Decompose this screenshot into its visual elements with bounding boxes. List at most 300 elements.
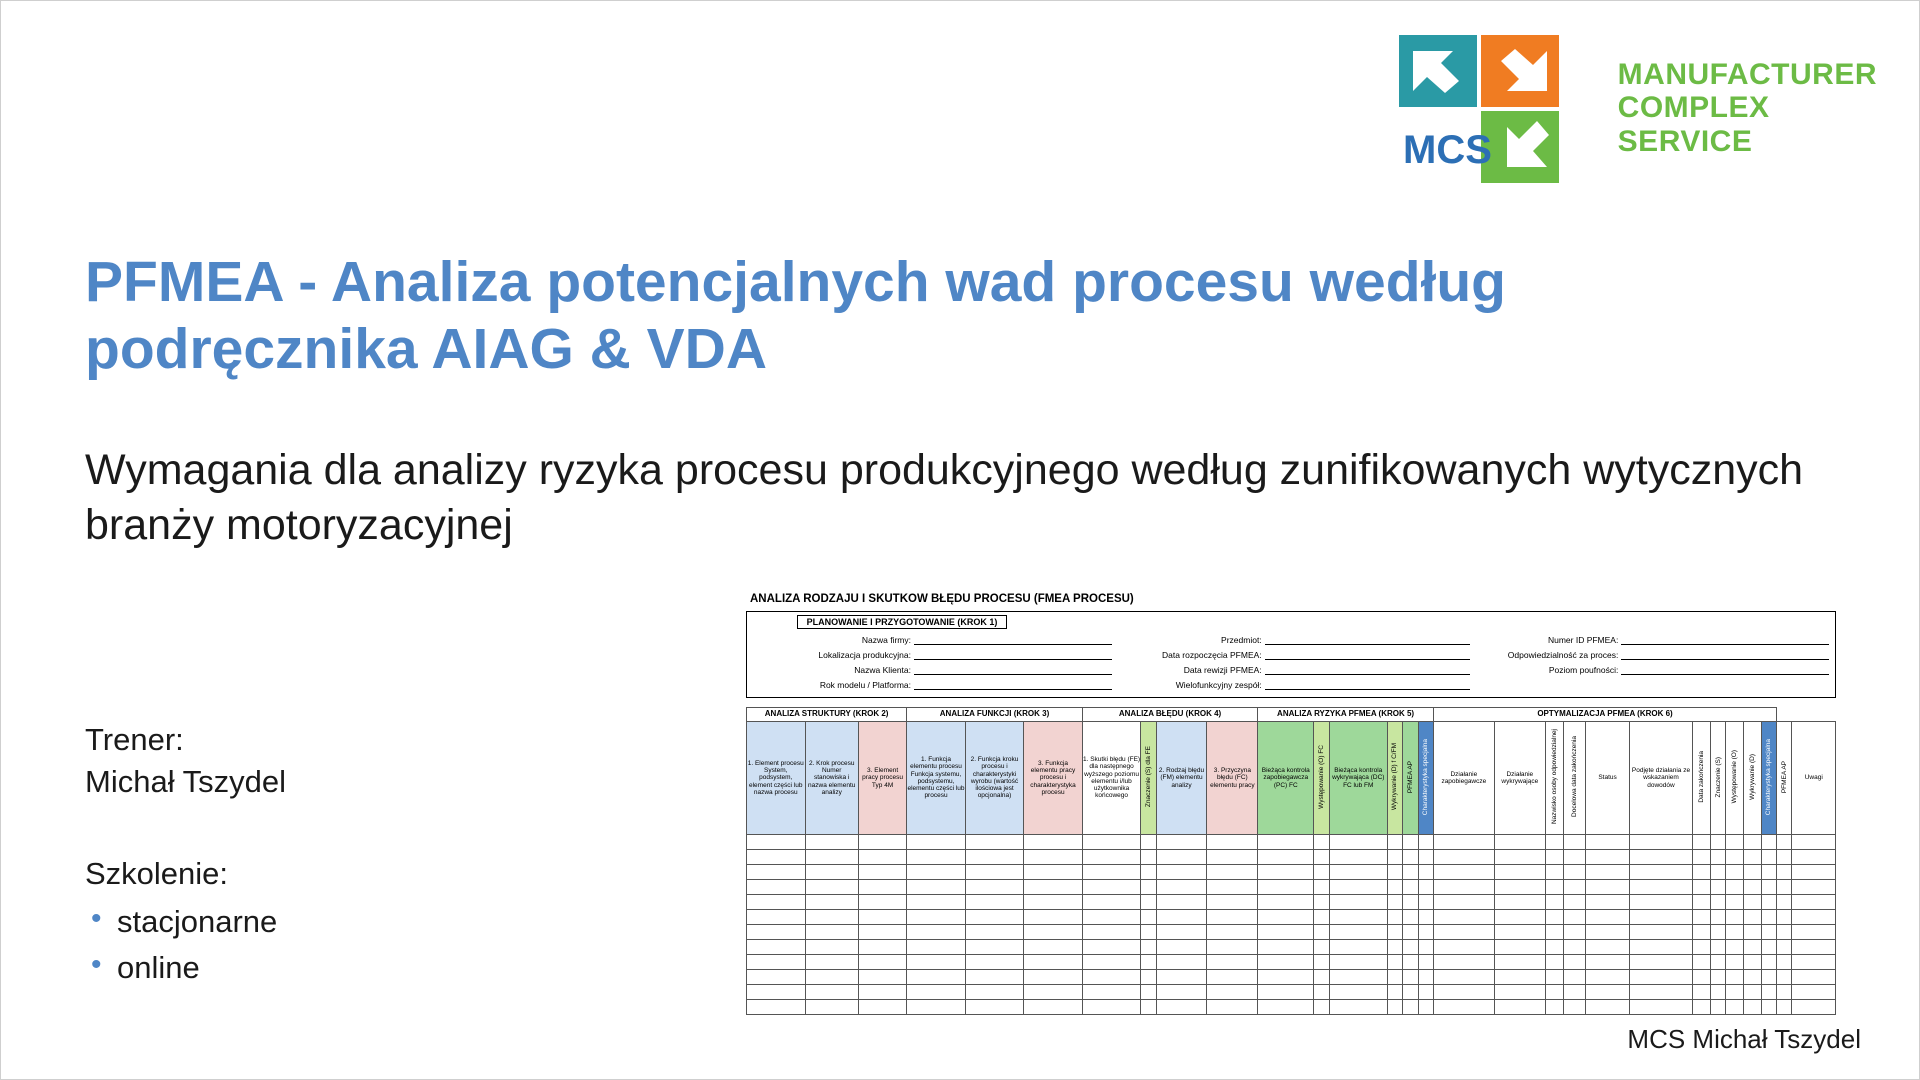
table-cell[interactable] [805,969,858,984]
table-cell[interactable] [858,894,906,909]
table-cell[interactable] [805,939,858,954]
table-cell[interactable] [747,924,806,939]
table-cell[interactable] [1258,864,1314,879]
table-cell[interactable] [1388,969,1403,984]
table-cell[interactable] [1761,864,1776,879]
table-cell[interactable] [907,999,966,1014]
table-cell[interactable] [1744,834,1762,849]
field-line[interactable] [914,648,1112,660]
table-cell[interactable] [965,864,1024,879]
table-cell[interactable] [1082,939,1141,954]
table-cell[interactable] [1545,999,1563,1014]
table-cell[interactable] [1693,924,1711,939]
table-cell[interactable] [1024,834,1083,849]
table-cell[interactable] [1693,999,1711,1014]
table-cell[interactable] [1314,834,1329,849]
table-cell[interactable] [1024,924,1083,939]
table-cell[interactable] [1744,909,1762,924]
table-cell[interactable] [907,894,966,909]
table-cell[interactable] [1388,954,1403,969]
table-cell[interactable] [1693,984,1711,999]
table-cell[interactable] [1792,939,1836,954]
table-cell[interactable] [1744,999,1762,1014]
table-cell[interactable] [1258,849,1314,864]
table-cell[interactable] [1711,969,1726,984]
table-cell[interactable] [1082,894,1141,909]
table-cell[interactable] [1433,939,1494,954]
table-cell[interactable] [1792,864,1836,879]
table-cell[interactable] [1141,984,1156,999]
field-line[interactable] [914,663,1112,675]
table-cell[interactable] [1141,999,1156,1014]
table-cell[interactable] [1082,924,1141,939]
table-cell[interactable] [1744,864,1762,879]
table-cell[interactable] [1433,999,1494,1014]
table-cell[interactable] [1777,924,1792,939]
table-cell[interactable] [1777,849,1792,864]
table-cell[interactable] [907,969,966,984]
table-cell[interactable] [1711,894,1726,909]
table-cell[interactable] [747,984,806,999]
table-cell[interactable] [1418,984,1433,999]
table-cell[interactable] [1494,849,1545,864]
table-cell[interactable] [1403,849,1418,864]
table-cell[interactable] [1711,954,1726,969]
table-cell[interactable] [1792,954,1836,969]
table-cell[interactable] [747,894,806,909]
table-cell[interactable] [1314,849,1329,864]
table-cell[interactable] [1744,984,1762,999]
table-cell[interactable] [1726,834,1744,849]
table-cell[interactable] [1207,939,1258,954]
field-line[interactable] [1621,633,1829,645]
table-cell[interactable] [1761,849,1776,864]
table-cell[interactable] [1726,999,1744,1014]
table-cell[interactable] [1792,894,1836,909]
table-cell[interactable] [1156,999,1207,1014]
table-cell[interactable] [1314,894,1329,909]
table-cell[interactable] [1314,984,1329,999]
table-cell[interactable] [1329,864,1388,879]
table-cell[interactable] [1403,924,1418,939]
table-cell[interactable] [1207,999,1258,1014]
table-cell[interactable] [1563,894,1586,909]
table-row[interactable] [747,894,1836,909]
table-cell[interactable] [1761,834,1776,849]
table-cell[interactable] [1329,849,1388,864]
table-cell[interactable] [1207,879,1258,894]
table-cell[interactable] [747,909,806,924]
table-cell[interactable] [1777,969,1792,984]
table-cell[interactable] [858,954,906,969]
table-cell[interactable] [1314,879,1329,894]
table-cell[interactable] [1693,849,1711,864]
table-cell[interactable] [1761,999,1776,1014]
table-cell[interactable] [1258,984,1314,999]
table-cell[interactable] [1761,894,1776,909]
table-cell[interactable] [1792,879,1836,894]
table-cell[interactable] [907,939,966,954]
table-cell[interactable] [1141,909,1156,924]
table-cell[interactable] [1726,909,1744,924]
table-cell[interactable] [1693,939,1711,954]
table-cell[interactable] [1403,909,1418,924]
table-cell[interactable] [1388,879,1403,894]
table-cell[interactable] [1418,924,1433,939]
table-cell[interactable] [1726,954,1744,969]
table-cell[interactable] [1258,879,1314,894]
table-cell[interactable] [1141,879,1156,894]
table-cell[interactable] [1629,924,1693,939]
table-cell[interactable] [1494,864,1545,879]
table-cell[interactable] [747,954,806,969]
table-cell[interactable] [1545,969,1563,984]
table-cell[interactable] [1586,834,1629,849]
table-cell[interactable] [1761,924,1776,939]
table-cell[interactable] [1024,864,1083,879]
table-cell[interactable] [1711,924,1726,939]
table-cell[interactable] [965,999,1024,1014]
table-cell[interactable] [805,909,858,924]
table-cell[interactable] [1314,924,1329,939]
table-cell[interactable] [1258,954,1314,969]
table-cell[interactable] [1314,999,1329,1014]
table-cell[interactable] [1744,849,1762,864]
table-cell[interactable] [805,924,858,939]
table-cell[interactable] [1629,849,1693,864]
table-cell[interactable] [1156,954,1207,969]
table-cell[interactable] [1141,834,1156,849]
table-cell[interactable] [1586,969,1629,984]
table-cell[interactable] [1141,954,1156,969]
table-cell[interactable] [1494,909,1545,924]
table-cell[interactable] [1792,984,1836,999]
table-cell[interactable] [1693,879,1711,894]
table-cell[interactable] [747,969,806,984]
table-cell[interactable] [1744,954,1762,969]
table-cell[interactable] [1586,954,1629,969]
table-cell[interactable] [1494,939,1545,954]
table-cell[interactable] [1563,834,1586,849]
table-cell[interactable] [1418,999,1433,1014]
table-cell[interactable] [1156,834,1207,849]
table-cell[interactable] [1433,969,1494,984]
table-cell[interactable] [1207,894,1258,909]
table-cell[interactable] [1141,864,1156,879]
table-cell[interactable] [805,954,858,969]
table-cell[interactable] [1418,894,1433,909]
table-cell[interactable] [1693,909,1711,924]
table-cell[interactable] [1761,879,1776,894]
table-cell[interactable] [1629,834,1693,849]
table-cell[interactable] [1388,939,1403,954]
table-cell[interactable] [1433,894,1494,909]
field-line[interactable] [1621,663,1829,675]
table-cell[interactable] [1418,954,1433,969]
table-cell[interactable] [1082,849,1141,864]
table-cell[interactable] [1563,864,1586,879]
table-row[interactable] [747,969,1836,984]
table-cell[interactable] [1777,894,1792,909]
field-line[interactable] [914,678,1112,690]
table-cell[interactable] [858,999,906,1014]
table-cell[interactable] [1563,909,1586,924]
table-cell[interactable] [1403,894,1418,909]
table-cell[interactable] [1156,939,1207,954]
table-cell[interactable] [1418,939,1433,954]
table-cell[interactable] [1744,969,1762,984]
table-cell[interactable] [1024,939,1083,954]
table-row[interactable] [747,834,1836,849]
table-cell[interactable] [1777,879,1792,894]
table-cell[interactable] [1329,984,1388,999]
table-cell[interactable] [1329,999,1388,1014]
table-row[interactable] [747,984,1836,999]
table-cell[interactable] [1329,879,1388,894]
table-cell[interactable] [1388,924,1403,939]
table-cell[interactable] [1726,849,1744,864]
table-cell[interactable] [1777,954,1792,969]
table-cell[interactable] [907,849,966,864]
table-cell[interactable] [1629,969,1693,984]
table-cell[interactable] [1156,909,1207,924]
table-cell[interactable] [1494,999,1545,1014]
table-row[interactable] [747,924,1836,939]
table-cell[interactable] [1792,834,1836,849]
table-cell[interactable] [1711,939,1726,954]
table-cell[interactable] [1744,879,1762,894]
table-cell[interactable] [1141,939,1156,954]
table-cell[interactable] [1586,849,1629,864]
table-cell[interactable] [1586,924,1629,939]
table-cell[interactable] [1082,864,1141,879]
table-cell[interactable] [1258,969,1314,984]
table-cell[interactable] [1563,879,1586,894]
table-cell[interactable] [1314,864,1329,879]
table-cell[interactable] [1761,939,1776,954]
table-cell[interactable] [965,954,1024,969]
table-cell[interactable] [1403,864,1418,879]
table-cell[interactable] [1777,864,1792,879]
table-cell[interactable] [1418,969,1433,984]
table-cell[interactable] [907,984,966,999]
table-cell[interactable] [1494,954,1545,969]
table-cell[interactable] [1545,939,1563,954]
table-cell[interactable] [1433,834,1494,849]
table-cell[interactable] [1024,894,1083,909]
table-row[interactable] [747,999,1836,1014]
table-cell[interactable] [858,864,906,879]
table-cell[interactable] [1726,969,1744,984]
table-cell[interactable] [747,864,806,879]
table-cell[interactable] [1141,924,1156,939]
table-cell[interactable] [965,924,1024,939]
table-cell[interactable] [1777,939,1792,954]
table-cell[interactable] [805,879,858,894]
table-cell[interactable] [1207,969,1258,984]
field-line[interactable] [1265,678,1471,690]
table-cell[interactable] [747,999,806,1014]
table-cell[interactable] [1433,954,1494,969]
table-cell[interactable] [1792,924,1836,939]
table-cell[interactable] [1563,999,1586,1014]
table-cell[interactable] [1024,999,1083,1014]
table-cell[interactable] [805,834,858,849]
table-cell[interactable] [1207,984,1258,999]
table-cell[interactable] [1141,894,1156,909]
table-row[interactable] [747,864,1836,879]
table-cell[interactable] [1693,864,1711,879]
table-cell[interactable] [1082,954,1141,969]
table-cell[interactable] [1792,849,1836,864]
table-cell[interactable] [1433,849,1494,864]
table-cell[interactable] [1433,984,1494,999]
table-cell[interactable] [1586,939,1629,954]
table-cell[interactable] [907,924,966,939]
table-cell[interactable] [1629,909,1693,924]
table-cell[interactable] [1388,849,1403,864]
table-cell[interactable] [1403,999,1418,1014]
table-cell[interactable] [1761,909,1776,924]
table-cell[interactable] [1258,894,1314,909]
table-cell[interactable] [1693,954,1711,969]
table-cell[interactable] [858,909,906,924]
table-cell[interactable] [1563,954,1586,969]
table-cell[interactable] [1024,984,1083,999]
table-cell[interactable] [965,909,1024,924]
table-cell[interactable] [1207,954,1258,969]
table-cell[interactable] [1629,894,1693,909]
table-cell[interactable] [1711,879,1726,894]
table-cell[interactable] [907,864,966,879]
table-cell[interactable] [1629,939,1693,954]
table-cell[interactable] [858,924,906,939]
table-cell[interactable] [1726,879,1744,894]
table-cell[interactable] [1777,984,1792,999]
table-cell[interactable] [1207,909,1258,924]
field-line[interactable] [1265,648,1471,660]
table-cell[interactable] [1545,984,1563,999]
table-cell[interactable] [1207,864,1258,879]
table-cell[interactable] [1545,924,1563,939]
table-cell[interactable] [1777,999,1792,1014]
table-cell[interactable] [1433,864,1494,879]
table-cell[interactable] [1711,999,1726,1014]
table-cell[interactable] [1777,834,1792,849]
table-cell[interactable] [1545,864,1563,879]
table-cell[interactable] [1314,909,1329,924]
table-cell[interactable] [907,909,966,924]
table-row[interactable] [747,954,1836,969]
table-cell[interactable] [1388,999,1403,1014]
table-cell[interactable] [805,849,858,864]
table-cell[interactable] [1329,939,1388,954]
table-cell[interactable] [1586,894,1629,909]
table-cell[interactable] [1726,924,1744,939]
table-cell[interactable] [858,969,906,984]
table-cell[interactable] [1207,849,1258,864]
field-line[interactable] [1621,648,1829,660]
table-cell[interactable] [747,939,806,954]
table-cell[interactable] [1418,849,1433,864]
table-cell[interactable] [1329,909,1388,924]
table-cell[interactable] [1726,939,1744,954]
table-cell[interactable] [1258,909,1314,924]
table-cell[interactable] [965,969,1024,984]
table-cell[interactable] [1388,894,1403,909]
table-cell[interactable] [1388,834,1403,849]
table-cell[interactable] [1563,969,1586,984]
table-cell[interactable] [907,834,966,849]
table-cell[interactable] [1156,894,1207,909]
table-cell[interactable] [1433,909,1494,924]
table-cell[interactable] [1586,999,1629,1014]
table-cell[interactable] [1494,894,1545,909]
table-cell[interactable] [1082,984,1141,999]
table-cell[interactable] [1586,864,1629,879]
table-cell[interactable] [965,939,1024,954]
table-cell[interactable] [1744,939,1762,954]
table-cell[interactable] [1418,864,1433,879]
table-cell[interactable] [1082,969,1141,984]
table-cell[interactable] [1711,864,1726,879]
table-cell[interactable] [1545,909,1563,924]
table-cell[interactable] [965,834,1024,849]
field-line[interactable] [1265,663,1471,675]
table-cell[interactable] [858,984,906,999]
table-cell[interactable] [965,849,1024,864]
table-cell[interactable] [1711,834,1726,849]
table-cell[interactable] [1024,969,1083,984]
table-cell[interactable] [1629,984,1693,999]
table-cell[interactable] [1433,924,1494,939]
table-cell[interactable] [1314,969,1329,984]
table-cell[interactable] [1711,909,1726,924]
table-cell[interactable] [1777,909,1792,924]
table-cell[interactable] [858,939,906,954]
table-cell[interactable] [1586,984,1629,999]
table-cell[interactable] [1586,909,1629,924]
table-cell[interactable] [1744,924,1762,939]
table-cell[interactable] [1494,834,1545,849]
table-cell[interactable] [1207,834,1258,849]
table-cell[interactable] [1207,924,1258,939]
table-cell[interactable] [1403,939,1418,954]
table-cell[interactable] [1693,894,1711,909]
table-row[interactable] [747,909,1836,924]
table-row[interactable] [747,939,1836,954]
table-cell[interactable] [747,879,806,894]
table-cell[interactable] [1388,864,1403,879]
table-cell[interactable] [1403,879,1418,894]
table-cell[interactable] [1156,984,1207,999]
table-cell[interactable] [1629,999,1693,1014]
table-cell[interactable] [1024,879,1083,894]
table-cell[interactable] [1726,864,1744,879]
field-line[interactable] [1265,633,1471,645]
table-cell[interactable] [805,999,858,1014]
table-cell[interactable] [1403,969,1418,984]
table-cell[interactable] [1329,954,1388,969]
table-cell[interactable] [1433,879,1494,894]
table-cell[interactable] [907,954,966,969]
table-cell[interactable] [1545,954,1563,969]
table-cell[interactable] [1082,999,1141,1014]
table-cell[interactable] [747,834,806,849]
table-cell[interactable] [1494,984,1545,999]
table-cell[interactable] [1024,954,1083,969]
table-cell[interactable] [1545,894,1563,909]
